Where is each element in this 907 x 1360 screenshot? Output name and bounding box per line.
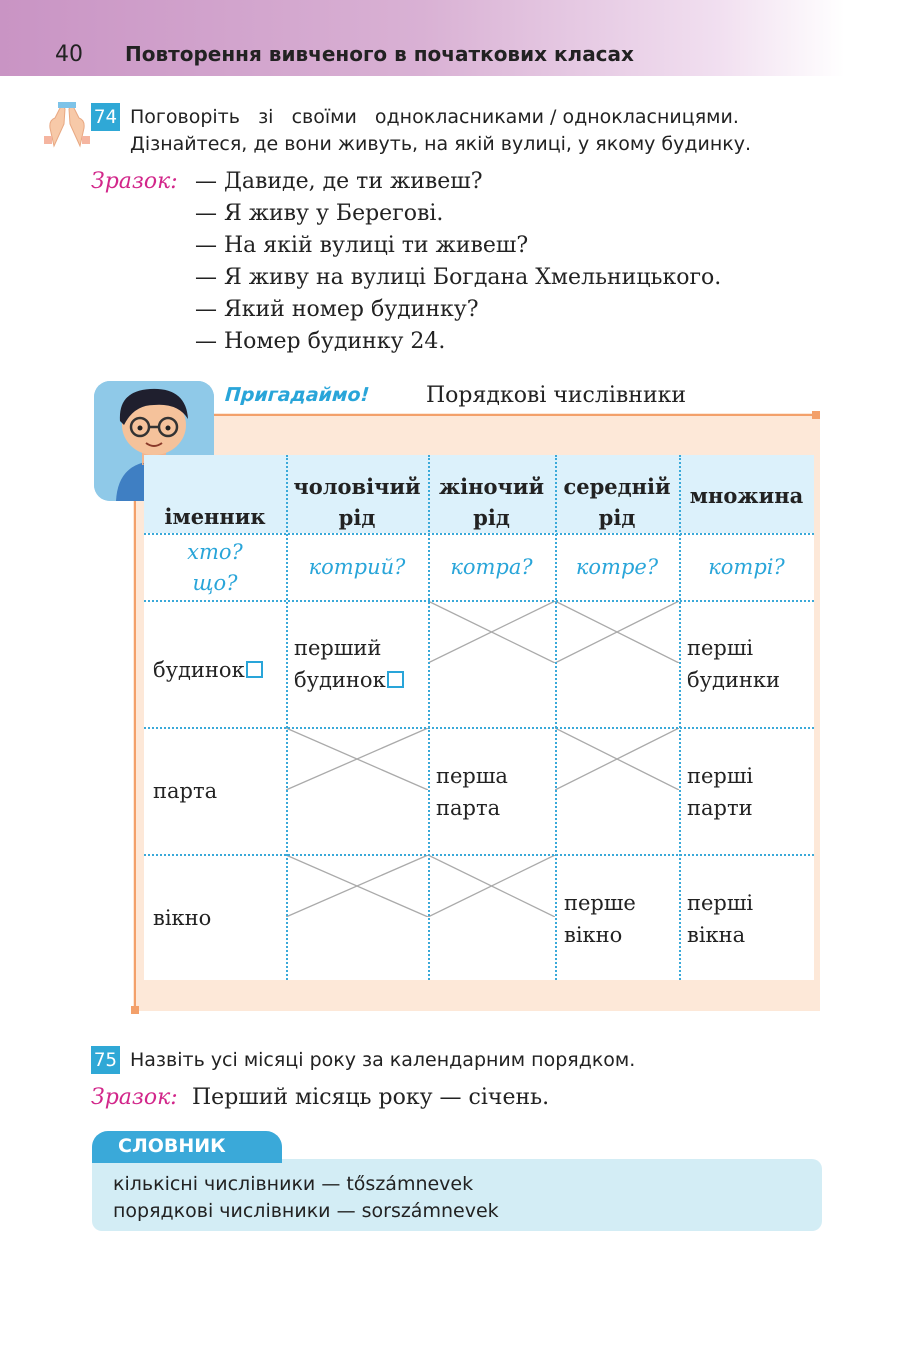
row2-feminine-line1: перша <box>436 764 508 788</box>
row3-neuter-line1: перше <box>564 891 636 915</box>
header-noun: іменник <box>164 504 266 529</box>
example-2-text: Перший місяць року — січень. <box>192 1085 550 1110</box>
crossed-cell <box>428 855 555 917</box>
crossed-cell <box>555 601 679 663</box>
raised-hands-icon <box>40 100 94 148</box>
question-neuter: котре? <box>575 555 659 579</box>
dialog-line-3: — На якій вулиці ти живеш? <box>195 233 529 258</box>
row1-masculine-line1: перший <box>294 636 382 660</box>
dictionary-entry-2: порядкові числівники — sorszámnevek <box>113 1200 499 1222</box>
row3-noun: вікно <box>153 906 212 930</box>
dialog-line-1: — Давиде, де ти живеш? <box>195 169 483 194</box>
dialog-line-5: — Який номер будинку? <box>195 297 479 322</box>
question-plural: котрі? <box>708 555 785 579</box>
grid-line <box>144 854 814 856</box>
dialog-line-4: — Я живу на вулиці Богдана Хмельницького. <box>195 265 722 290</box>
crossed-cell <box>286 728 428 790</box>
task-number-75: 75 <box>91 1046 120 1074</box>
dialog-line-2: — Я живу у Берегові. <box>195 201 444 226</box>
ordinal-numerals-table <box>144 455 814 980</box>
header-masculine-line2: рід <box>338 505 376 530</box>
header-feminine-line2: рід <box>473 505 510 530</box>
remember-border-top <box>200 414 816 416</box>
grid-line <box>144 727 814 729</box>
question-noun-what: що? <box>192 571 238 595</box>
row3-plural-line2: вікна <box>687 923 746 947</box>
row2-plural-line2: парти <box>687 796 753 820</box>
crossed-cell <box>555 728 679 790</box>
row2-noun: парта <box>153 779 218 803</box>
grid-line <box>144 533 814 535</box>
question-noun-who: хто? <box>187 540 243 564</box>
task-number-74: 74 <box>91 103 120 131</box>
corner-dot <box>131 1006 139 1014</box>
row3-plural-line1: перші <box>687 891 754 915</box>
page-title: Повторення вивченого в початкових класах <box>125 42 634 66</box>
table-title: Порядкові числівники <box>426 383 687 408</box>
header-plural: множина <box>689 483 804 508</box>
question-masculine: котрий? <box>308 555 406 579</box>
row2-plural-line1: перші <box>687 764 754 788</box>
dictionary-entry-1: кількісні числівники — tőszámnevek <box>113 1173 474 1195</box>
row1-plural-line1: перші <box>687 636 754 660</box>
dictionary-title: СЛОВНИК <box>92 1131 282 1163</box>
task-74-text-line2: Дізнайтеся, де вони живуть, на якій вулиці, у якому будинку. <box>130 133 752 155</box>
header-neuter-line2: рід <box>598 505 636 530</box>
remember-badge: Пригадаймо! <box>224 384 371 406</box>
ending-box-icon <box>246 661 263 678</box>
page-number: 40 <box>55 42 83 67</box>
header-feminine-line1: жіночий <box>438 474 545 499</box>
crossed-cell <box>428 601 555 663</box>
remember-border-left <box>134 430 136 1010</box>
grid-line <box>144 600 814 602</box>
ending-box-icon <box>387 671 404 688</box>
task-75-text: Назвіть усі місяці року за календарним порядком. <box>130 1049 636 1071</box>
question-feminine: котра? <box>450 555 533 579</box>
row3-neuter-line2: вікно <box>564 923 623 947</box>
header-masculine-line1: чоловічий <box>293 474 421 499</box>
row1-masculine-line2: будинок <box>294 664 404 696</box>
row1-plural-line2: будинки <box>687 668 781 692</box>
row1-noun: будинок <box>153 654 263 686</box>
header-neuter-line1: середній <box>563 474 671 499</box>
dialog-line-6: — Номер будинку 24. <box>195 329 446 354</box>
corner-dot <box>812 411 820 419</box>
row2-feminine-line2: парта <box>436 796 501 820</box>
crossed-cell <box>286 855 428 917</box>
example-label: Зразок: <box>91 169 178 194</box>
example-label: Зразок: <box>91 1085 178 1110</box>
task-74-text-line1: Поговоріть зі своїми однокласниками / однокласницями. <box>130 106 739 128</box>
